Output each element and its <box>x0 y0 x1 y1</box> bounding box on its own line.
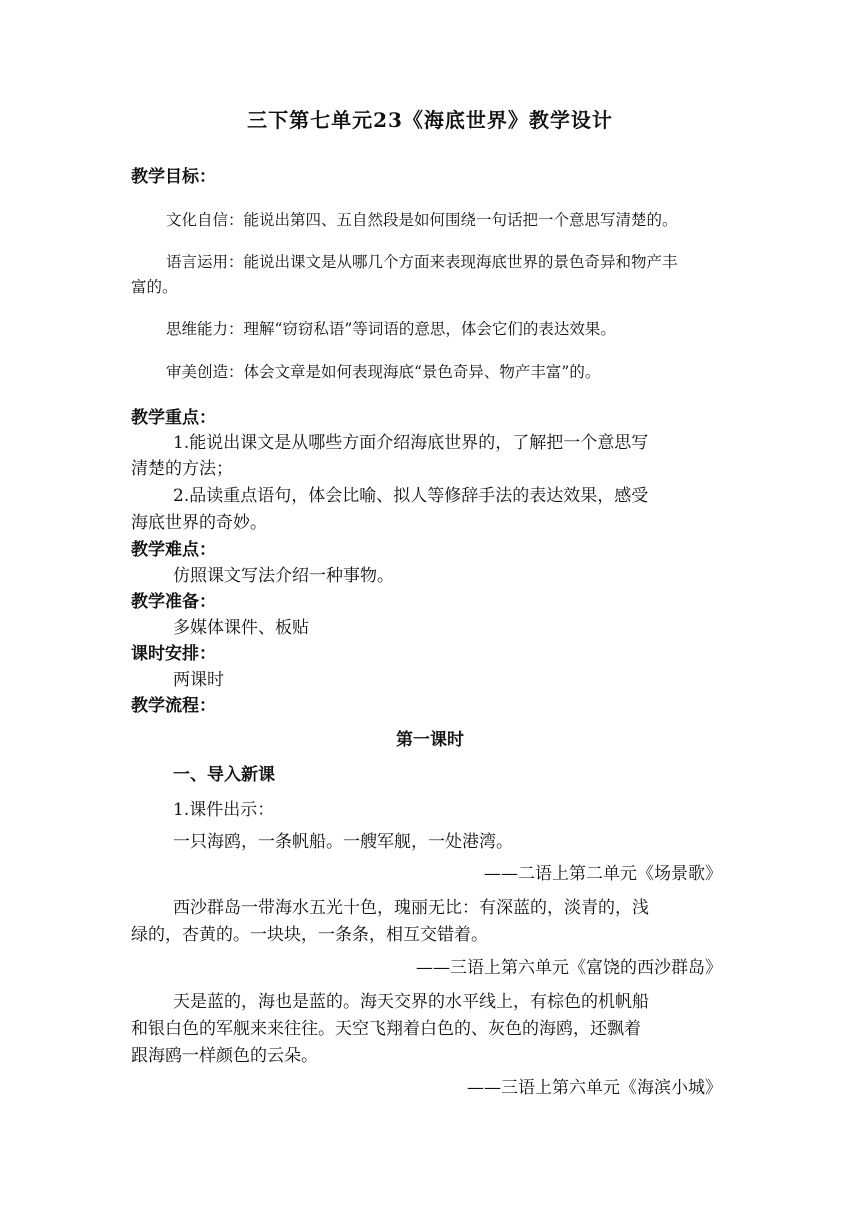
objective-language: 语言运用：能说出课文是从哪几个方面来表现海底世界的景色奇异和物产丰 <box>166 253 678 271</box>
quote-scene-song: 一只海鸥，一条帆船。一艘军舰，一处港湾。 <box>173 832 513 852</box>
lesson-title: 第一课时 <box>396 730 464 750</box>
objective-aesthetic: 审美创造：体会文章是如何表现海底“景色奇异、物产丰富”的。 <box>166 363 601 381</box>
quote-seaside-line1: 天是蓝的，海也是蓝的。海天交界的水平线上，有棕色的机帆船 <box>173 992 649 1012</box>
preparation-text: 多媒体课件、板贴 <box>173 618 309 638</box>
courseware-item: 1.课件出示： <box>173 800 275 820</box>
key-point-2-cont: 海底世界的奇妙。 <box>131 513 267 533</box>
quote-xisha-line2: 绿的，杏黄的。一块块，一条条，相互交错着。 <box>131 925 488 945</box>
schedule-text: 两课时 <box>173 670 224 690</box>
source-xisha: ——三语上第六单元《富饶的西沙群岛》 <box>416 958 722 978</box>
quote-seaside-line2: 和银白色的军舰来来往往。天空飞翔着白色的、灰色的海鸥，还飘着 <box>131 1019 641 1039</box>
objective-thinking: 思维能力：理解“窃窃私语”等词语的意思，体会它们的表达效果。 <box>166 320 616 338</box>
objective-culture: 文化自信：能说出第四、五自然段是如何围绕一句话把一个意思写清楚的。 <box>166 211 678 229</box>
document-title: 三下第七单元23《海底世界》教学设计 <box>247 108 613 132</box>
source-scene-song: ——二语上第二单元《场景歌》 <box>484 864 722 884</box>
key-point-2: 2.品读重点语句，体会比喻、拟人等修辞手法的表达效果，感受 <box>173 486 649 506</box>
quote-seaside-line3: 跟海鸥一样颜色的云朵。 <box>131 1046 318 1066</box>
quote-xisha-line1: 西沙群岛一带海水五光十色，瑰丽无比：有深蓝的，淡青的，浅 <box>173 898 649 918</box>
key-points-heading: 教学重点： <box>131 408 216 428</box>
schedule-heading: 课时安排： <box>131 644 216 664</box>
objective-language-cont: 富的。 <box>131 278 178 296</box>
difficulty-heading: 教学难点： <box>131 540 216 560</box>
source-seaside: ——三语上第六单元《海滨小城》 <box>467 1078 722 1098</box>
objectives-heading: 教学目标： <box>131 167 216 187</box>
preparation-heading: 教学准备： <box>131 592 216 612</box>
section-intro-heading: 一、导入新课 <box>173 765 275 785</box>
difficulty-text: 仿照课文写法介绍一种事物。 <box>173 566 394 586</box>
key-point-1: 1.能说出课文是从哪些方面介绍海底世界的，了解把一个意思写 <box>173 433 649 453</box>
process-heading: 教学流程： <box>131 696 216 716</box>
key-point-1-cont: 清楚的方法； <box>131 459 233 479</box>
